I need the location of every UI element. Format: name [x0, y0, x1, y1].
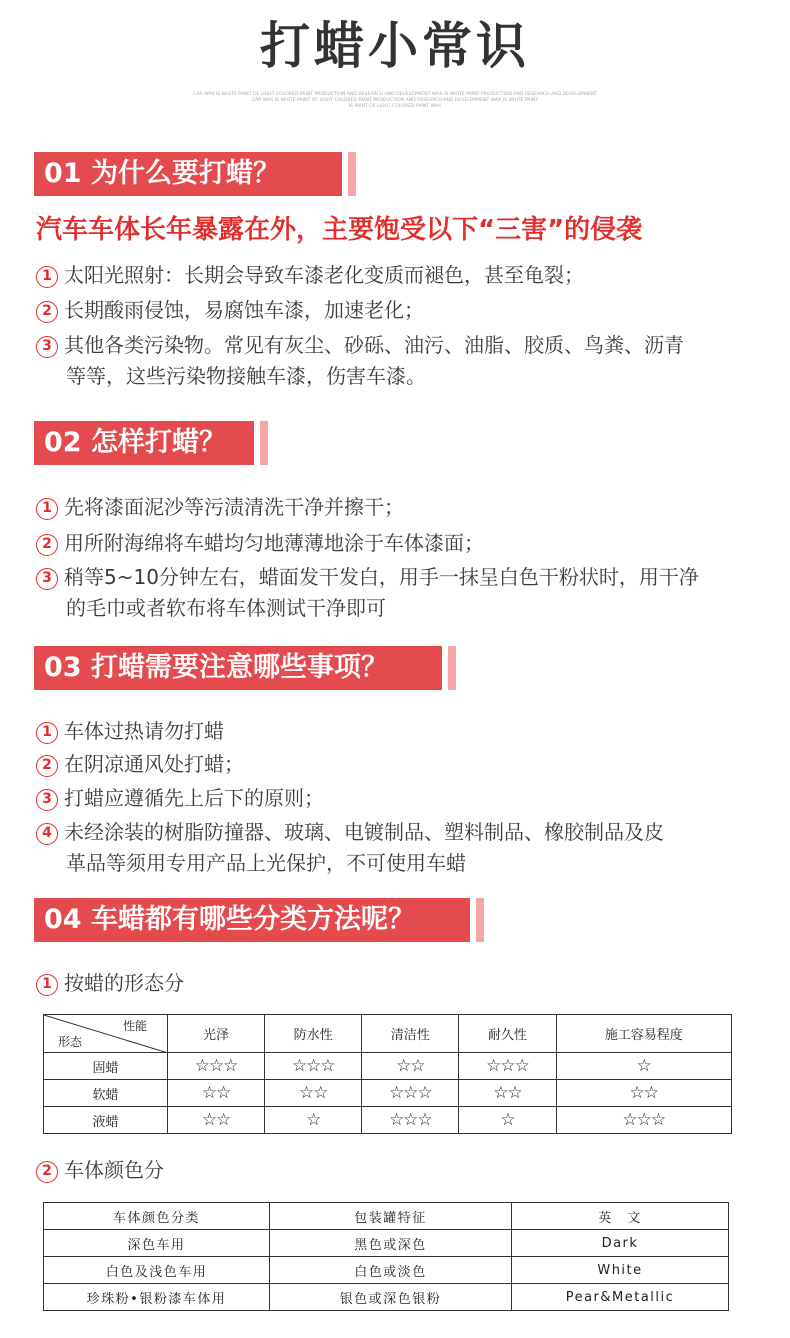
list-item: 1 按蜡的形态分 [36, 968, 766, 999]
table-header: 包装罐特征 [270, 1203, 512, 1230]
table-row [44, 1203, 729, 1230]
rating-stars: ☆☆☆ [265, 1053, 362, 1080]
section-header-04: 04 车蜡都有哪些分类方法呢？ [34, 898, 470, 942]
circled-number-icon: 2 [36, 1161, 58, 1183]
list-item: 4 未经涂装的树脂防撞器、玻璃、电镀制品、塑料制品、橡胶制品及皮 革品等须用专用产品上光保护，不可使用车蜡 [36, 817, 766, 879]
list-item: 3 其他各类污染物。常见有灰尘、砂砾、油污、油脂、胶质、鸟粪、沥青 等等，这些污染物接触车漆，伤害车漆。 [36, 330, 766, 392]
list-item: 2 在阴凉通风处打蜡； [36, 749, 766, 780]
table-header: 耐久性 [459, 1015, 556, 1053]
circled-number-icon: 3 [36, 336, 58, 358]
list-item: 2 车体颜色分 [36, 1155, 766, 1186]
table-header: 光泽 [168, 1015, 265, 1053]
rating-stars: ☆☆ [459, 1080, 556, 1107]
table-header: 施工容易程度 [556, 1015, 732, 1053]
rating-stars: ☆☆☆ [362, 1080, 459, 1107]
rating-stars: ☆☆☆ [459, 1053, 556, 1080]
rating-stars: ☆☆☆ [168, 1053, 265, 1080]
table-row: 珍珠粉•银粉漆车体用 银色或深色银粉 Pear&Metallic [44, 1284, 729, 1311]
list-item: 2 用所附海绵将车蜡均匀地薄薄地涂于车体漆面； [36, 528, 766, 559]
table-row: 深色车用 黑色或深色 Dark [44, 1230, 729, 1257]
table-header: 清洁性 [362, 1015, 459, 1053]
rating-stars: ☆☆ [556, 1080, 732, 1107]
circled-number-icon: 3 [36, 568, 58, 590]
rating-stars: ☆☆☆ [362, 1107, 459, 1134]
table-corner-cell: 性能 形态 [44, 1015, 168, 1053]
circled-number-icon: 2 [36, 534, 58, 556]
list-item: 1 太阳光照射：长期会导致车漆老化变质而褪色，甚至龟裂； [36, 260, 766, 291]
rating-stars: ☆☆ [265, 1080, 362, 1107]
list-item: 2 长期酸雨侵蚀，易腐蚀车漆，加速老化； [36, 295, 766, 326]
circled-number-icon: 1 [36, 974, 58, 996]
rating-stars: ☆☆ [362, 1053, 459, 1080]
table-row: 液蜡 ☆☆ ☆ ☆☆☆ ☆ ☆☆☆ [44, 1107, 732, 1134]
section-header-01: 01 为什么要打蜡？ [34, 152, 342, 196]
circled-number-icon: 2 [36, 755, 58, 777]
table-header: 英 文 [512, 1203, 729, 1230]
rating-stars: ☆☆☆ [556, 1107, 732, 1134]
list-item: 3 打蜡应遵循先上后下的原则； [36, 783, 766, 814]
section-header-02: 02 怎样打蜡？ [34, 421, 254, 465]
table-row: 软蜡 ☆☆ ☆☆ ☆☆☆ ☆☆ ☆☆ [44, 1080, 732, 1107]
circled-number-icon: 1 [36, 722, 58, 744]
circled-number-icon: 2 [36, 301, 58, 323]
table-row: 固蜡 ☆☆☆ ☆☆☆ ☆☆ ☆☆☆ ☆ [44, 1053, 732, 1080]
rating-stars: ☆ [265, 1107, 362, 1134]
rating-stars: ☆☆ [168, 1080, 265, 1107]
table-row: 白色及浅色车用 白色或淡色 White [44, 1257, 729, 1284]
rating-stars: ☆ [459, 1107, 556, 1134]
wax-form-table [43, 1014, 732, 1134]
decorative-fine-print: CAR WAX IS WHITE PAINT OF LIGHT COLORED PAINT PRODUCTION AND RESEARCH AND DEVELOPMENT WAX IS WHITE PAINT PRODUCTION AND RESEARCH AND DEVELOPMENT CAR WAX IS WHITE PAINT OF LIGHT COLORED PAINT PRODUCTION AND RESEARCH AND DEVELOPMENT WAX IS WHITE PAINT IS PAINT OF LIGHT COLORED PAINT WAX [193, 92, 597, 109]
circled-number-icon: 3 [36, 789, 58, 811]
circled-number-icon: 1 [36, 498, 58, 520]
circled-number-icon: 4 [36, 823, 58, 845]
page-title: 打蜡小常识 [260, 17, 530, 75]
list-item: 1 先将漆面泥沙等污渍清洗干净并擦干； [36, 492, 766, 523]
section-01-subtitle: 汽车车体长年暴露在外，主要饱受以下“三害”的侵袭 [36, 215, 643, 245]
table-header: 防水性 [265, 1015, 362, 1053]
section-header-03: 03 打蜡需要注意哪些事项？ [34, 646, 442, 690]
rating-stars: ☆ [556, 1053, 732, 1080]
list-item: 3 稍等5~10分钟左右，蜡面发干发白，用手一抹呈白色干粉状时，用干净 的毛巾或者软布将车体测试干净即可 [36, 562, 766, 624]
wax-color-table [43, 1202, 729, 1311]
table-header: 车体颜色分类 [44, 1203, 270, 1230]
circled-number-icon: 1 [36, 266, 58, 288]
list-item: 1 车体过热请勿打蜡 [36, 716, 766, 747]
rating-stars: ☆☆ [168, 1107, 265, 1134]
